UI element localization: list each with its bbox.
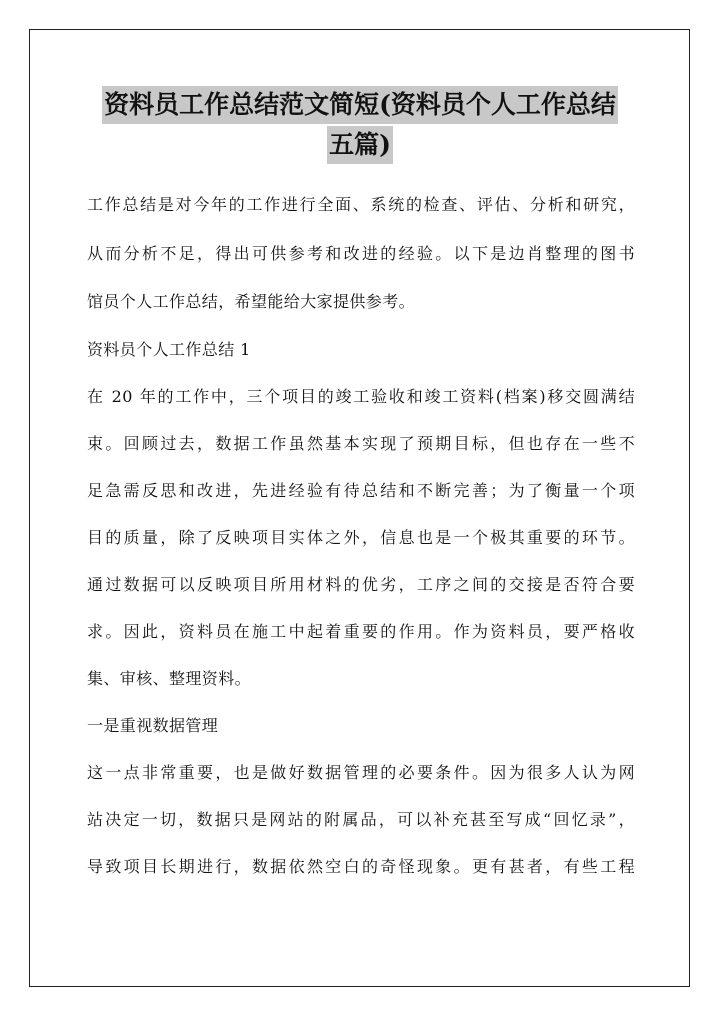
title-line-2: 五篇) [327, 126, 393, 164]
section-1-line-5: 通过数据可以反映项目所用材料的优劣，工序之间的交接是否符合要 [87, 575, 635, 594]
document-title [60, 86, 660, 164]
intro-line-1: 工作总结是对今年的工作进行全面、系统的检查、评估、分析和研究， [87, 195, 635, 214]
section-1-line-4: 目的质量，除了反映项目实体之外，信息也是一个极其重要的环节。 [87, 528, 635, 547]
subheading-1-line-1: 这一点非常重要，也是做好数据管理的必要条件。因为很多人认为网 [87, 763, 635, 782]
section-1-line-1: 在 20 年的工作中，三个项目的竣工验收和竣工资料(档案)移交圆满结 [87, 387, 635, 406]
subheading-1: 一是重视数据管理 [87, 716, 219, 735]
section-1-line-3: 足急需反思和改进，先进经验有待总结和不断完善；为了衡量一个项 [87, 481, 635, 500]
section-1-line-7: 集、审核、整理资料。 [87, 669, 252, 688]
subheading-1-line-2: 站决定一切，数据只是网站的附属品，可以补充甚至写成“回忆录”， [87, 810, 635, 829]
intro-line-2: 从而分析不足，得出可供参考和改进的经验。以下是边肖整理的图书 [87, 244, 635, 263]
title-line-1: 资料员工作总结范文简短(资料员个人工作总结 [102, 86, 618, 124]
section-1-heading: 资料员个人工作总结 1 [87, 340, 251, 359]
page-border [29, 29, 690, 987]
intro-line-3: 馆员个人工作总结，希望能给大家提供参考。 [87, 292, 416, 311]
section-1-line-6: 求。因此，资料员在施工中起着重要的作用。作为资料员，要严格收 [87, 622, 635, 641]
section-1-line-2: 束。回顾过去，数据工作虽然基本实现了预期目标，但也存在一些不 [87, 434, 635, 453]
subheading-1-line-3: 导致项目长期进行，数据依然空白的奇怪现象。更有甚者，有些工程 [87, 857, 635, 876]
